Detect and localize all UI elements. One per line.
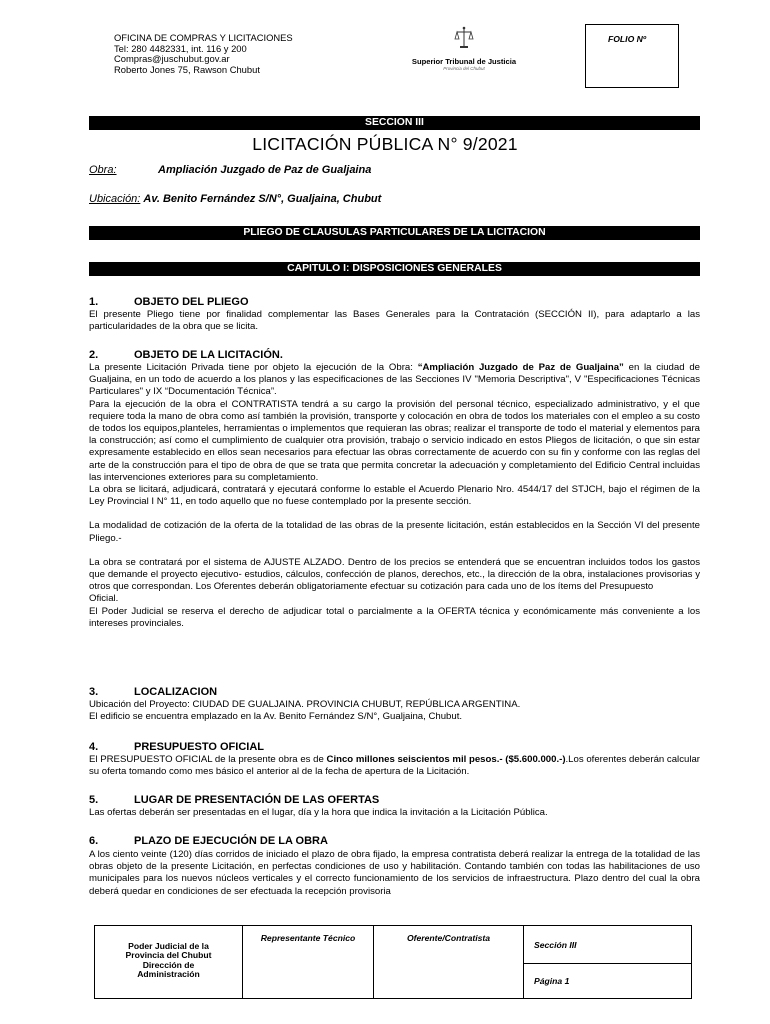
office-name: OFICINA DE COMPRAS Y LICITACIONES — [114, 32, 293, 43]
section-heading-3 — [89, 686, 217, 698]
paragraph: La obra se licitará, adjudicará, contratará y ejecutará conforme lo estable el Acuerdo Plenario Nro. 4544/17 del STJCH, bajo el régimen de la Ley Provincial I N° 11, en todo aquello que no fuese contemplado por la presente sección. — [89, 484, 700, 508]
section-title: OBJETO DEL PLIEGO — [134, 296, 249, 308]
section-title: OBJETO DE LA LICITACIÓN. — [134, 349, 283, 361]
paragraph: La obra se contratará por el sistema de AJUSTE ALZADO. Dentro de los precios se entenderá que se encuentran incluidos todos los gastos que demande el proyecto ejecutivo- estudios, cálculos, confección de planos, derechos, etc., la dirección de la obra, instalaciones provisorias y otros que correspondan. Los Oferentes deberán obligatoriamente efectuar su cotización para cada uno de los ítems del Presupuesto — [89, 556, 700, 593]
section-number: 1. — [89, 296, 99, 308]
footer-pagina: Página 1 — [524, 964, 692, 999]
section-body-2 — [89, 362, 700, 630]
office-email: Compras@juschubut.gov.ar — [114, 53, 230, 64]
ubicacion-row — [89, 193, 381, 205]
org-line: Provincia del Chubut — [125, 950, 212, 961]
pliego-banner: PLIEGO DE CLAUSULAS PARTICULARES DE LA LICITACION — [89, 226, 700, 240]
folio-label: FOLIO Nº — [608, 34, 646, 44]
paragraph — [89, 362, 700, 399]
office-header — [114, 33, 293, 75]
paragraph: El Poder Judicial se reserva el derecho de adjudicar total o parcialmente a la OFERTA técnica y económicamente más conveniente a los intereses provinciales. — [89, 605, 700, 629]
footer-org — [95, 926, 243, 999]
obra-row — [89, 164, 372, 176]
paragraph: Oficial. — [89, 593, 119, 605]
logo-name: Superior Tribunal de Justicia — [411, 57, 517, 66]
paragraph: El edificio se encuentra emplazado en la Av. Benito Fernández S/N°, Gualjaina, Chubut. — [89, 711, 463, 723]
section-heading-4 — [89, 741, 264, 753]
section-body-1 — [89, 309, 700, 333]
paragraph — [89, 754, 700, 778]
section-number: 4. — [89, 741, 99, 753]
section-title: LUGAR DE PRESENTACIÓN DE LAS OFERTAS — [134, 794, 380, 806]
org-line: Administración — [137, 969, 200, 980]
text-run: .Los oferentes deberán calcular su oferta tomando como mes básico el anterior al de la fecha de apertura de la Licitación. — [89, 754, 700, 778]
org-line: Dirección de — [142, 959, 195, 970]
section-number: 3. — [89, 686, 99, 698]
paragraph: Las ofertas deberán ser presentadas en el lugar, día y la hora que indica la invitación a la Licitación Pública. — [89, 807, 548, 818]
page-title: LICITACIÓN PÚBLICA N° 9/2021 — [252, 134, 518, 154]
section-banner: SECCION III — [89, 116, 700, 130]
obra-name-bold: “Ampliación Juzgado de Paz de Gualjaina” — [417, 362, 624, 373]
obra-label: Obra: — [89, 164, 117, 176]
footer-oferente: Oferente/Contratista — [374, 926, 524, 999]
section-heading-1 — [89, 296, 249, 308]
office-address: Roberto Jones 75, Rawson Chubut — [114, 63, 260, 75]
section-heading-5 — [89, 794, 379, 806]
paragraph: Ubicación del Proyecto: CIUDAD DE GUALJAINA. PROVINCIA CHUBUT, REPÚBLICA ARGENTINA. — [89, 699, 521, 710]
section-heading-6 — [89, 835, 328, 847]
ubicacion-value: Av. Benito Fernández S/N°, Gualjaina, Chubut — [143, 193, 382, 205]
ubicacion-label: Ubicación: — [89, 193, 141, 205]
budget-amount: Cinco millones seiscientos mil pesos.- ($5.600.000.-) — [326, 754, 566, 765]
capitulo-banner: CAPITULO I: DISPOSICIONES GENERALES — [89, 262, 700, 276]
obra-value: Ampliación Juzgado de Paz de Gualjaina — [158, 164, 372, 176]
text-run: en la ciudad de Gualjaina, en un todo de acuerdo a los planos y las especificaciones de las Secciones IV "Memoria Descriptiva", V "Especificaciones Técnicas Particulares" y IX “Documentación Técnica”. — [89, 362, 700, 398]
section-number: 6. — [89, 835, 99, 847]
office-phone: Tel: 280 4482331, int. 116 y 200 — [114, 42, 247, 54]
footer-rep-tecnico: Representante Técnico — [243, 926, 374, 999]
section-body-4 — [89, 754, 700, 778]
paragraph: La modalidad de cotización de la oferta de la totalidad de las obras de la presente licitación, están establecidos en la Sección VI del presente Pliego.- — [89, 520, 700, 544]
section-body-3 — [89, 699, 700, 723]
section-number: 2. — [89, 349, 99, 361]
folio-box — [585, 24, 679, 88]
justice-scales-icon — [454, 26, 474, 50]
section-body-5 — [89, 807, 700, 819]
court-logo — [410, 26, 518, 76]
paragraph: Para la ejecución de la obra el CONTRATISTA tendrá a su cargo la provisión del personal técnico, especializado administrativo, y el que requiere toda la mano de obra como así también la provisión, transporte y colocación en obra de todos los materiales con el empleo a su costo de todos los equipos,planteles, herramientas o implementos que requieran las obras; realizar el transporte de todo el material y elementos para la construcción; así como el cumplimiento de cualquier otra provisión, trabajo o servicio indicado en estos Pliegos de licitación, o que sin estar expresamente establecido en ellos sean necesarios para efectuar las obras correctamente de acuerdo con su fin y conforme con las reglas del arte de la construcción para el tipo de obra de que se trata que permita concretar la adecuación y completamiento del Edificio Central incluidas las intervenciones exteriores para su completamiento. — [89, 398, 700, 483]
text-run: La presente Licitación Privada tiene por objeto la ejecución de la Obra: — [89, 362, 418, 373]
paragraph: El presente Pliego tiene por finalidad complementar las Bases Generales para la Contratación (SECCIÓN II), para adaptarlo a las particularidades de la obra que se licita. — [89, 309, 700, 333]
section-heading-2 — [89, 349, 283, 361]
section-title: LOCALIZACION — [134, 686, 218, 698]
section-title: PLAZO DE EJECUCIÓN DE LA OBRA — [134, 835, 328, 847]
footer-seccion: Sección III — [524, 926, 692, 964]
section-body-6 — [89, 849, 700, 898]
text-run: El PRESUPUESTO OFICIAL de la presente obra es de — [89, 754, 327, 765]
section-title: PRESUPUESTO OFICIAL — [134, 741, 264, 753]
org-line: Poder Judicial de la — [128, 941, 209, 951]
footer-table — [94, 925, 692, 999]
section-number: 5. — [89, 794, 99, 806]
paragraph: A los ciento veinte (120) días corridos de iniciado el plazo de obra fijado, la empresa contratista deberá realizar la entrega de la totalidad de las obras objeto de la presente Licitación, en perfectas condiciones de uso y habilitación. Contando también con todas las habilitaciones de uso municipales para los nuevos núcleos verticales y el correcto funcionamiento de los servicios de infraestructura. Plazo dentro del cual la obra deberá quedar en condiciones de ser efectuada la recepción provisoria — [89, 849, 700, 897]
logo-subtitle: Provincia del Chubut — [443, 66, 485, 71]
